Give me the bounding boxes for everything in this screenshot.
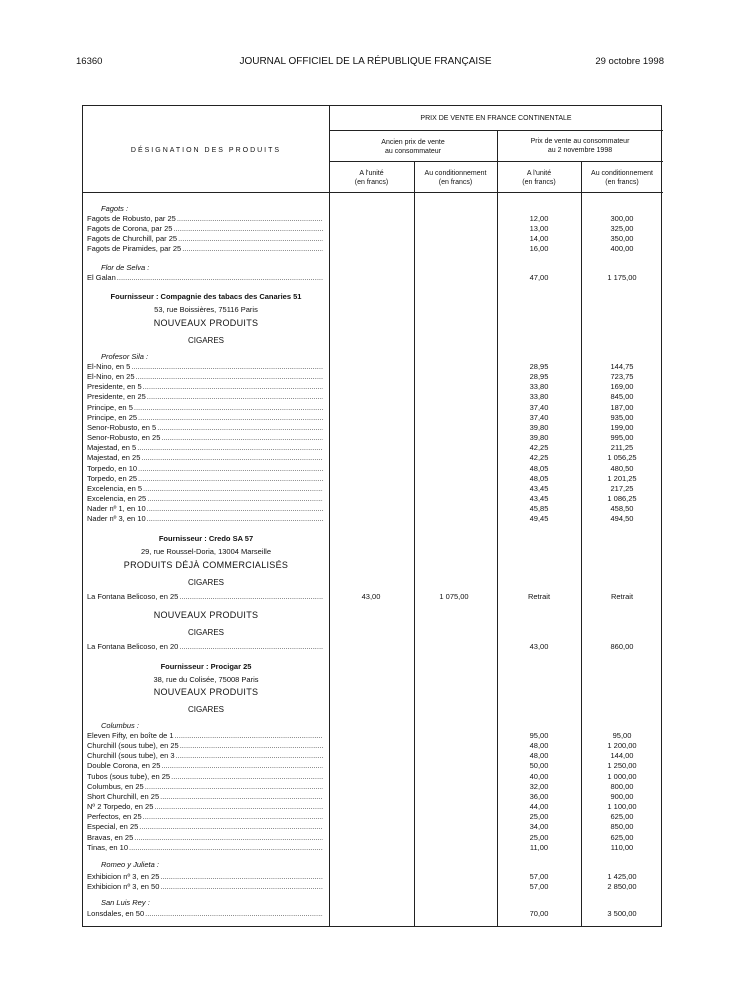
product-row <box>83 761 663 771</box>
new-unit-price: 36,00 <box>529 791 549 801</box>
journal-title: JOURNAL OFFICIEL DE LA RÉPUBLIQUE FRANÇAISE <box>239 56 492 67</box>
new-unit-price: 11,00 <box>529 842 549 852</box>
group-label: Fagots : <box>101 204 129 213</box>
new-pack-price: 1 100,00 <box>607 802 637 812</box>
product-name: Perfectos, en 25 ..... <box>87 812 323 822</box>
header-divider <box>329 161 663 162</box>
product-name: Torpedo, en 25 ..... <box>87 474 323 484</box>
product-name: La Fontana Belicoso, en 20 ..... <box>87 642 323 652</box>
publication-date: 29 octobre 1998 <box>595 56 664 67</box>
new-unit-price: 48,05 <box>529 463 549 473</box>
product-row <box>83 792 663 802</box>
new-pack-price: 850,00 <box>610 822 634 832</box>
product-name: Excelencia, en 5 ..... <box>87 484 323 494</box>
product-name: Exhibicion nº 3, en 50 ..... <box>87 882 323 892</box>
product-row <box>83 872 663 882</box>
product-row <box>83 403 663 413</box>
product-row <box>83 822 663 832</box>
col-cond-old: Au conditionnement (en francs) <box>424 170 487 186</box>
new-unit-price: 25,00 <box>529 812 549 822</box>
product-name: Especial, en 25 ..... <box>87 822 323 832</box>
product-row <box>83 843 663 853</box>
supplier-name: Fournisseur : Credo SA 57 <box>158 534 254 543</box>
product-name: Presidente, en 5 ..... <box>87 382 323 392</box>
new-pack-price: 144,00 <box>610 751 634 761</box>
new-pack-price: 1 200,00 <box>607 741 637 751</box>
new-pack-price: 1 250,00 <box>607 761 637 771</box>
supplier-name: Fournisseur : Compagnie des tabacs des Canaries 51 <box>110 292 302 301</box>
product-row <box>83 474 663 484</box>
product-name: El-Nino, en 5 ..... <box>87 362 323 372</box>
designation-heading: DÉSIGNATION DES PRODUITS <box>130 147 282 154</box>
new-unit-price: 14,00 <box>529 234 549 244</box>
product-name: Majestad, en 5 ..... <box>87 443 323 453</box>
product-name: Nader nº 1, en 10 ..... <box>87 504 323 514</box>
new-unit-price: 57,00 <box>529 872 549 881</box>
section-heading: PRODUITS DÉJÀ COMMERCIALISÉS <box>123 560 289 570</box>
new-unit-price: 70,00 <box>529 909 549 918</box>
new-pack-price: 800,00 <box>610 781 634 791</box>
old-unit-price: 43,00 <box>361 592 381 601</box>
new-unit-price: 43,00 <box>529 642 549 651</box>
new-unit-price: 37,40 <box>529 402 549 412</box>
new-pack-price: 494,50 <box>610 514 634 524</box>
product-row <box>83 782 663 792</box>
new-unit-price: 48,00 <box>529 741 549 751</box>
new-pack-price: 199,00 <box>610 422 634 432</box>
new-unit-price: 57,00 <box>529 882 549 892</box>
new-unit-price: 49,45 <box>529 514 549 524</box>
new-unit-price: 48,00 <box>529 751 549 761</box>
new-pack-price: 95,00 <box>612 731 632 740</box>
product-row <box>83 224 663 234</box>
col-unite-new: A l'unité (en francs) <box>522 170 556 186</box>
new-unit-price: 43,45 <box>529 493 549 503</box>
product-row <box>83 909 663 919</box>
new-unit-price: 32,00 <box>529 781 549 791</box>
supplier-address: 29, rue Roussel-Doria, 13004 Marseille <box>140 547 272 556</box>
product-name: Double Corona, en 25 ..... <box>87 761 323 771</box>
product-row <box>83 882 663 892</box>
new-pack-price: 900,00 <box>610 791 634 801</box>
product-name: Senor-Robusto, en 5 ..... <box>87 423 323 433</box>
product-row <box>83 423 663 433</box>
product-row <box>83 514 663 524</box>
product-row <box>83 833 663 843</box>
product-name: Principe, en 5 ..... <box>87 403 323 413</box>
prix-france-heading: PRIX DE VENTE EN FRANCE CONTINENTALE <box>420 115 572 122</box>
product-row <box>83 362 663 372</box>
category-heading: CIGARES <box>187 578 224 587</box>
new-pack-price: Retrait <box>610 592 634 601</box>
product-name: El Galan ..... <box>87 273 323 283</box>
product-row <box>83 802 663 812</box>
product-row <box>83 214 663 224</box>
product-row <box>83 244 663 254</box>
group-label: Columbus : <box>101 721 139 730</box>
new-pack-price: 110,00 <box>610 842 634 852</box>
product-name: El-Nino, en 25 ..... <box>87 372 323 382</box>
new-pack-price: 625,00 <box>610 812 634 822</box>
new-unit-price: 48,05 <box>529 473 549 483</box>
new-unit-price: 43,45 <box>529 483 549 493</box>
product-name: Torpedo, en 10 ..... <box>87 464 323 474</box>
product-row <box>83 751 663 761</box>
new-pack-price: 400,00 <box>610 244 634 254</box>
new-unit-price: 16,00 <box>529 244 549 254</box>
col-cond-new: Au conditionnement (en francs) <box>591 170 653 186</box>
new-pack-price: 1 086,25 <box>607 493 637 503</box>
product-name: La Fontana Belicoso, en 25 ..... <box>87 592 323 602</box>
new-unit-price: 50,00 <box>529 761 549 771</box>
product-row <box>83 741 663 751</box>
product-row <box>83 234 663 244</box>
section-heading: NOUVEAUX PRODUITS <box>153 610 259 620</box>
product-row <box>83 731 663 741</box>
supplier-address: 53, rue Boissières, 75116 Paris <box>154 305 258 314</box>
new-unit-price: 39,80 <box>529 433 549 443</box>
new-unit-price: 12,00 <box>529 214 549 223</box>
new-pack-price: 1 201,25 <box>607 473 637 483</box>
new-pack-price: 458,50 <box>610 504 634 514</box>
product-name: Exhibicion nº 3, en 25 ..... <box>87 872 323 882</box>
new-unit-price: 28,95 <box>529 362 549 371</box>
new-unit-price: Retrait <box>527 592 551 601</box>
new-pack-price: 144,75 <box>610 362 634 371</box>
new-unit-price: 13,00 <box>529 224 549 234</box>
new-unit-price: 28,95 <box>529 372 549 382</box>
product-name: Senor-Robusto, en 25 ..... <box>87 433 323 443</box>
product-row <box>83 642 663 652</box>
product-name: Eleven Fifty, en boîte de 1 ..... <box>87 731 323 741</box>
new-pack-price: 1 425,00 <box>607 872 637 881</box>
section-heading: NOUVEAUX PRODUITS <box>153 318 259 328</box>
group-label: San Luis Rey : <box>101 898 150 907</box>
new-pack-price: 1 000,00 <box>607 771 637 781</box>
header-divider <box>83 192 663 193</box>
header-divider <box>329 130 663 131</box>
product-name: Principe, en 25 ..... <box>87 413 323 423</box>
new-unit-price: 34,00 <box>529 822 549 832</box>
new-pack-price: 723,75 <box>610 372 634 382</box>
new-unit-price: 33,80 <box>529 382 549 392</box>
product-row <box>83 592 663 602</box>
category-heading: CIGARES <box>187 628 224 637</box>
product-name: Presidente, en 25 ..... <box>87 392 323 402</box>
product-row <box>83 504 663 514</box>
nouveau-prix-heading: Prix de vente au consommateur au 2 novembre 1998 <box>530 138 630 154</box>
supplier-address: 38, rue du Colisée, 75008 Paris <box>153 675 259 684</box>
new-unit-price: 45,85 <box>529 504 549 514</box>
new-pack-price: 935,00 <box>610 412 634 422</box>
section-heading: NOUVEAUX PRODUITS <box>153 687 259 697</box>
product-name: Short Churchill, en 25 ..... <box>87 792 323 802</box>
product-row <box>83 494 663 504</box>
product-row <box>83 812 663 822</box>
new-pack-price: 169,00 <box>610 382 634 392</box>
supplier-name: Fournisseur : Procigar 25 <box>160 662 252 671</box>
new-pack-price: 625,00 <box>610 832 634 842</box>
product-name: Lonsdales, en 50 ..... <box>87 909 323 919</box>
product-name: Fagots de Robusto, par 25 ..... <box>87 214 323 224</box>
product-row <box>83 392 663 402</box>
new-pack-price: 350,00 <box>610 234 634 244</box>
new-pack-price: 480,50 <box>610 463 634 473</box>
new-unit-price: 42,25 <box>529 443 549 453</box>
product-name: Bravas, en 25 ..... <box>87 833 323 843</box>
category-heading: CIGARES <box>187 336 224 345</box>
new-pack-price: 1 056,25 <box>607 453 637 463</box>
product-name: Fagots de Piramides, par 25 ..... <box>87 244 323 254</box>
product-name: Tinas, en 10 ..... <box>87 843 323 853</box>
product-row <box>83 443 663 453</box>
product-name: Columbus, en 25 ..... <box>87 782 323 792</box>
product-name: Majestad, en 25 ..... <box>87 453 323 463</box>
new-unit-price: 40,00 <box>529 771 549 781</box>
product-name: Churchill (sous tube), en 3 ..... <box>87 751 323 761</box>
product-row <box>83 413 663 423</box>
col-unite-old: A l'unité (en francs) <box>354 170 389 186</box>
group-label: Flor de Selva : <box>101 263 150 272</box>
new-unit-price: 42,25 <box>529 453 549 463</box>
product-row <box>83 273 663 283</box>
product-name: Nº 2 Torpedo, en 25 ..... <box>87 802 323 812</box>
product-name: Excelencia, en 25 ..... <box>87 494 323 504</box>
new-pack-price: 325,00 <box>610 224 634 234</box>
product-row <box>83 464 663 474</box>
new-pack-price: 3 500,00 <box>607 909 637 918</box>
new-pack-price: 300,00 <box>610 214 634 223</box>
new-unit-price: 44,00 <box>529 802 549 812</box>
new-pack-price: 845,00 <box>610 392 634 402</box>
product-row <box>83 772 663 782</box>
new-pack-price: 860,00 <box>610 642 634 651</box>
new-unit-price: 33,80 <box>529 392 549 402</box>
new-pack-price: 995,00 <box>610 433 634 443</box>
price-table <box>82 105 662 927</box>
product-row <box>83 372 663 382</box>
old-pack-price: 1 075,00 <box>439 592 469 601</box>
new-pack-price: 1 175,00 <box>607 273 637 282</box>
group-label: Romeo y Julieta : <box>101 860 159 869</box>
product-row <box>83 453 663 463</box>
product-row <box>83 484 663 494</box>
new-unit-price: 47,00 <box>529 273 549 282</box>
product-name: Churchill (sous tube), en 25 ..... <box>87 741 323 751</box>
new-unit-price: 25,00 <box>529 832 549 842</box>
new-unit-price: 95,00 <box>529 731 549 740</box>
product-row <box>83 433 663 443</box>
product-name: Fagots de Churchill, par 25 ..... <box>87 234 323 244</box>
new-pack-price: 187,00 <box>610 402 634 412</box>
ancien-prix-heading: Ancien prix de vente au consommateur <box>381 139 445 155</box>
category-heading: CIGARES <box>187 705 224 714</box>
product-row <box>83 382 663 392</box>
product-name: Nader nº 3, en 10 ..... <box>87 514 323 524</box>
new-unit-price: 37,40 <box>529 412 549 422</box>
new-pack-price: 211,25 <box>610 443 634 453</box>
new-pack-price: 217,25 <box>610 483 634 493</box>
page-number: 16360 <box>76 56 103 67</box>
product-name: Fagots de Corona, par 25 ..... <box>87 224 323 234</box>
product-name: Tubos (sous tube), en 25 ..... <box>87 772 323 782</box>
new-pack-price: 2 850,00 <box>607 882 637 892</box>
new-unit-price: 39,80 <box>529 422 549 432</box>
group-label: Profesor Sila : <box>101 352 149 361</box>
